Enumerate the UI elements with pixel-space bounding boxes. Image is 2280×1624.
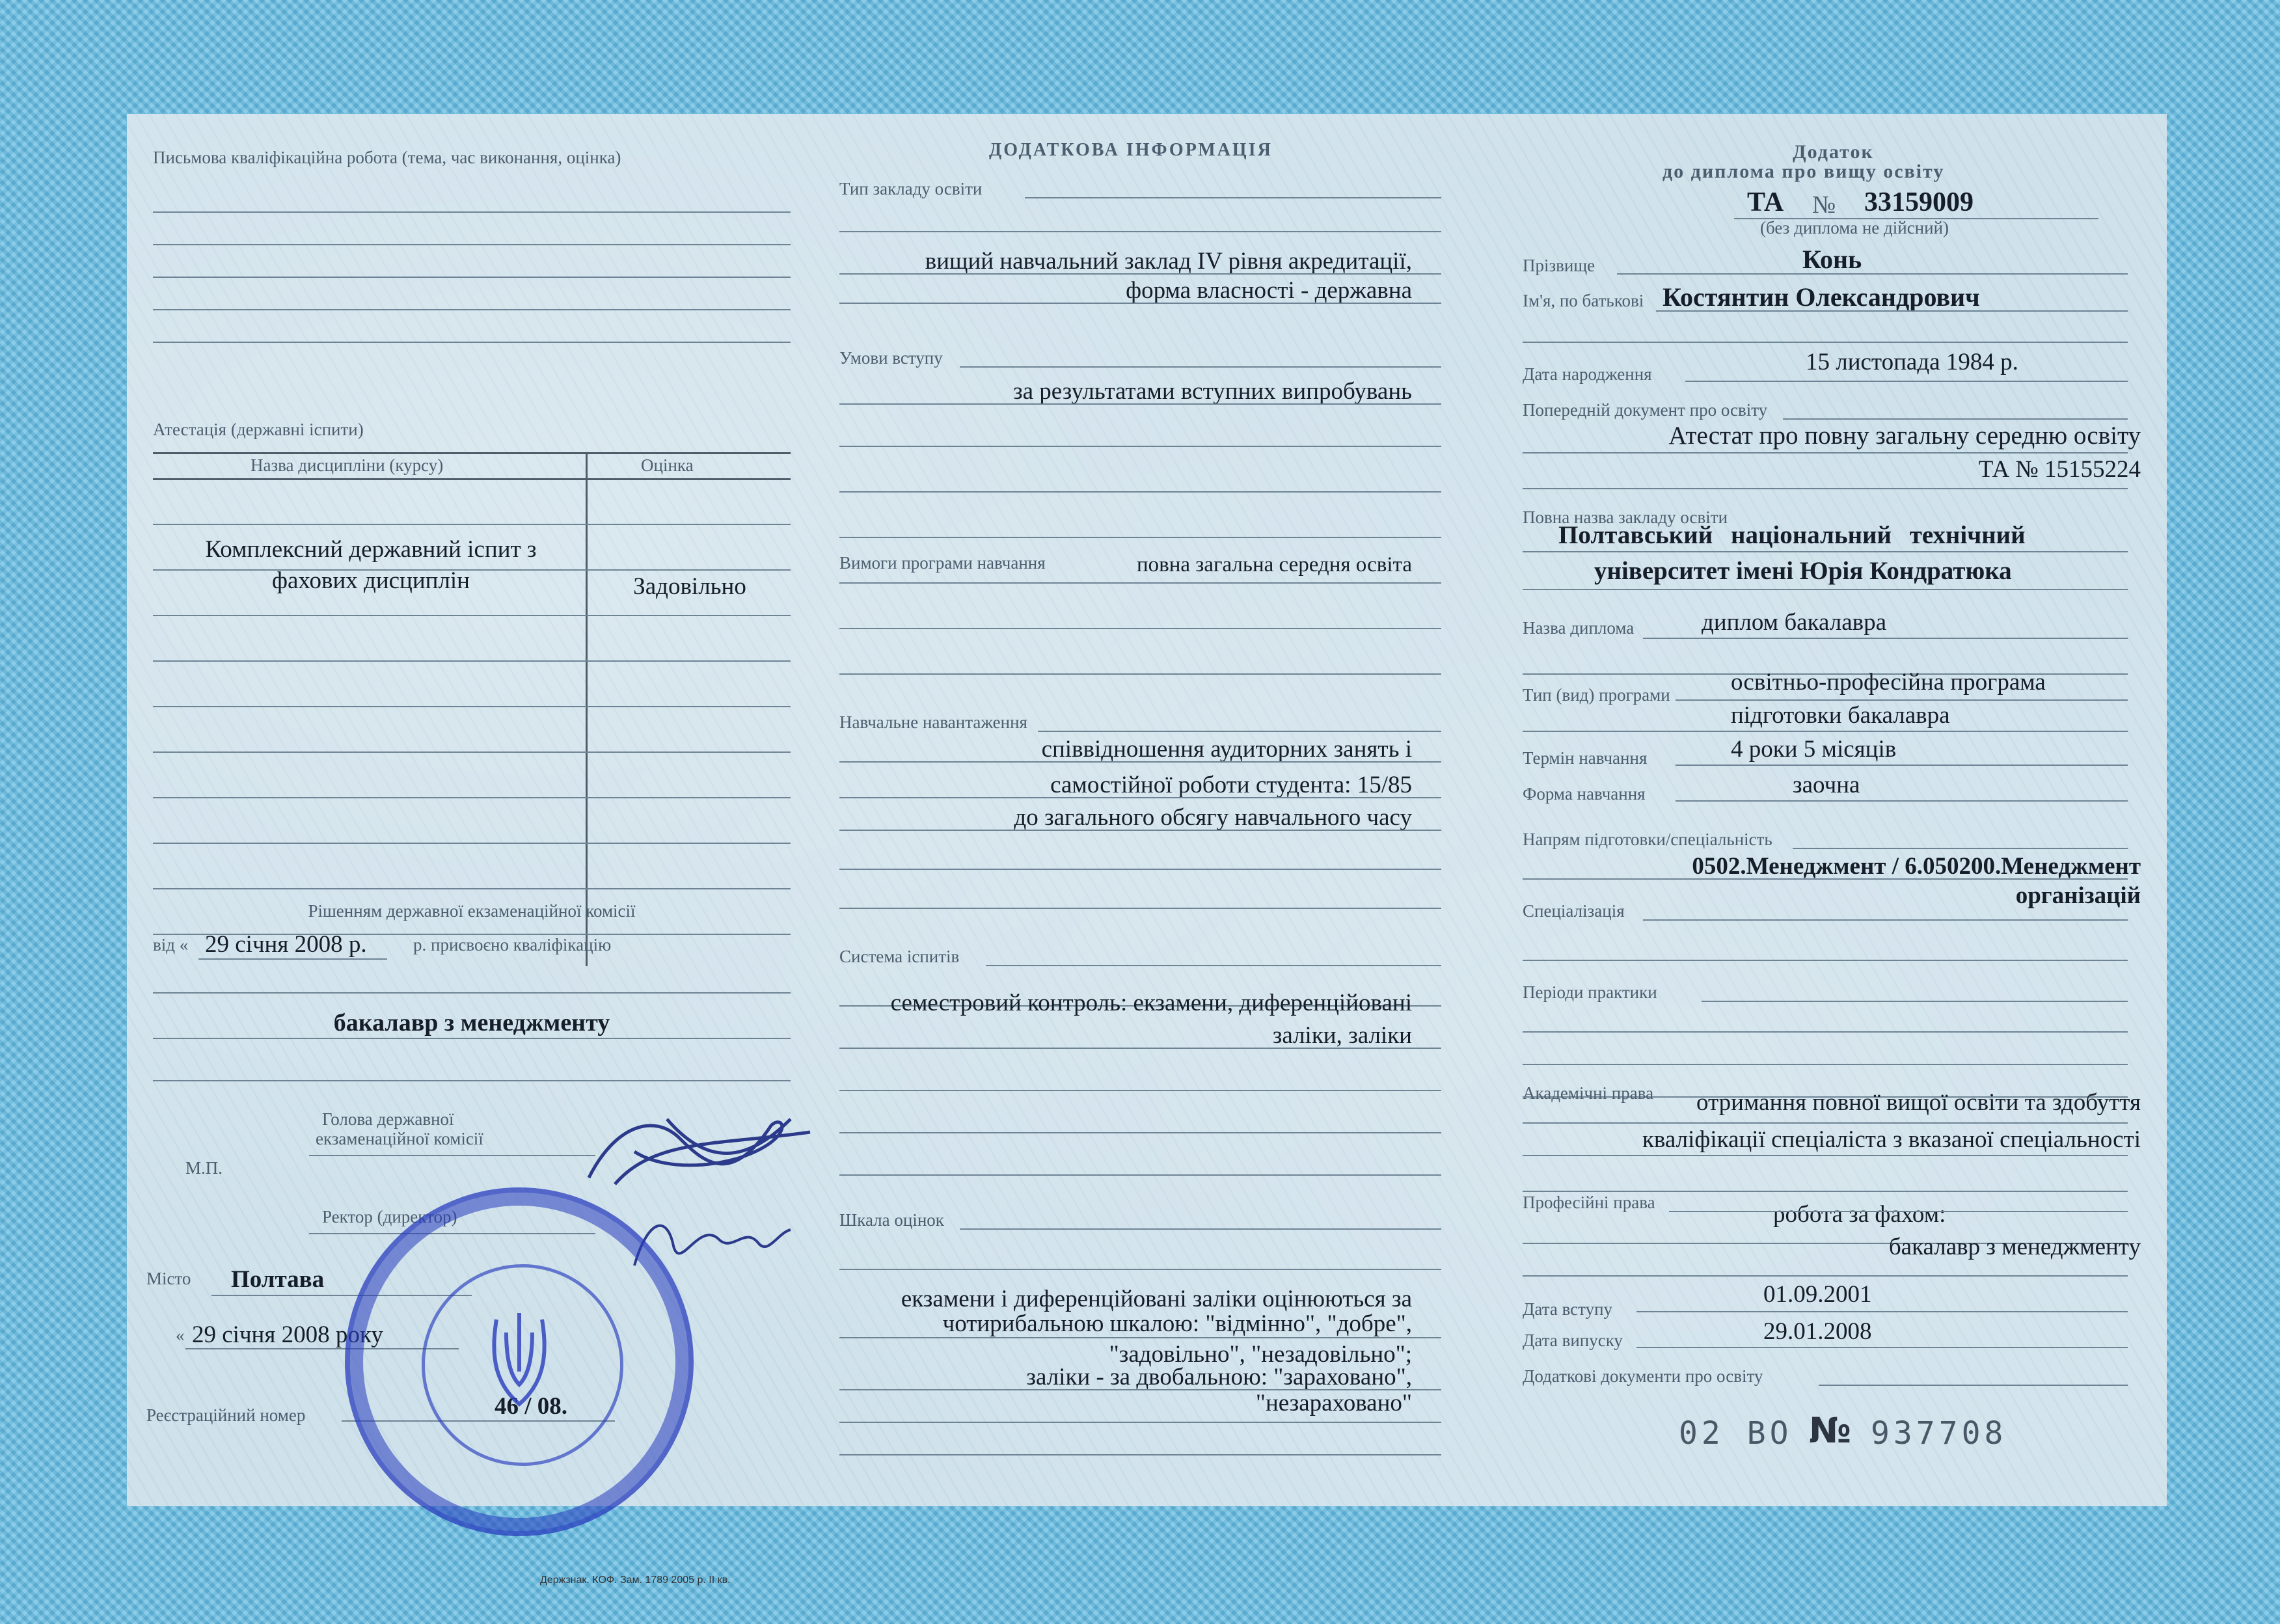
specialty-label: Напрям підготовки/спеціальність (1523, 830, 1772, 849)
thesis-label: Письмова кваліфікаційна робота (тема, час виконання, оцінка) (153, 148, 621, 167)
appendix-title: Додаток (1793, 141, 1874, 163)
academic-rights-line1: отримання повної вищої освіти та здобуття (1696, 1089, 2141, 1116)
inst-name-line2: університет імені Юрія Кондратюка (1594, 557, 2012, 585)
exam-system-line1: семестровий контроль: екзамени, диференційовані (890, 990, 1412, 1016)
specialty-line1: 0502.Менеджмент / 6.050200.Менеджмент (1692, 853, 2141, 880)
grad-date-label: Дата випуску (1523, 1331, 1623, 1350)
surname: Конь (1802, 245, 1862, 274)
from-label: від « (153, 935, 189, 954)
blank-number: 937708 (1871, 1415, 2007, 1452)
program-type-label: Тип (вид) програми (1523, 685, 1670, 705)
qualification: бакалавр з менеджменту (333, 1009, 610, 1036)
inst-type-label: Тип закладу освіти (839, 179, 983, 198)
commission-decision: Рішенням державної екзаменаційної комісії (308, 901, 636, 921)
blank-series: 02 ВО (1679, 1415, 1793, 1452)
reg-number: 46 / 08. (495, 1393, 568, 1420)
validity-note: (без диплома не дійсний) (1760, 218, 1949, 237)
duration-label: Термін навчання (1523, 748, 1648, 768)
blank-number-sign: № (1809, 1410, 1855, 1451)
prev-doc-label: Попередній документ про освіту (1523, 400, 1768, 420)
workload-label: Навчальне навантаження (839, 712, 1027, 732)
prof-rights-line2: бакалавр з менеджменту (1888, 1234, 2141, 1260)
prev-doc-line1: Атестат про повну загальну середню освіту (1668, 422, 2141, 450)
exam-name-line2: фахових дисциплін (271, 567, 470, 594)
appendix-series: ТА (1747, 187, 1784, 217)
exam-grade: Задовільно (633, 573, 746, 600)
program-type-line2: підготовки бакалавра (1731, 702, 1950, 729)
inst-name-label: Повна назва закладу освіти (1523, 508, 1728, 527)
prof-rights-line1: робота за фахом: (1773, 1201, 1946, 1228)
entry-date-label: Дата вступу (1523, 1299, 1613, 1319)
study-form-label: Форма навчання (1523, 784, 1646, 804)
workload-line1: співвідношення аудиторних занять і (1041, 736, 1412, 763)
commission-head-label2: екзаменаційної комісії (316, 1129, 483, 1148)
reg-number-label: Реєстраційний номер (146, 1405, 306, 1425)
document-sheet (127, 114, 2167, 1506)
academic-rights-line2: кваліфікації спеціаліста з вказаної спеціальності (1642, 1126, 2141, 1153)
specialty-line2: організацій (2015, 882, 2141, 909)
commission-head-signature (576, 1100, 823, 1204)
issue-date-prefix: « (176, 1325, 185, 1345)
diploma-name: диплом бакалавра (1702, 609, 1887, 636)
grading-line5: "незараховано" (1255, 1390, 1412, 1416)
city-label: Місто (146, 1269, 191, 1288)
attestation-label: Атестація (державні іспити) (153, 420, 364, 439)
prev-doc-line2: ТА № 15155224 (1978, 456, 2141, 483)
exam-system-line2: заліки, заліки (1272, 1022, 1412, 1049)
appendix-number: 33159009 (1864, 187, 1974, 217)
birth-date: 15 листопада 1984 р. (1806, 349, 2018, 375)
grading-line1: екзамени і диференційовані заліки оцінюються за (901, 1286, 1412, 1312)
printer-note: Держзнак. КОФ. Зам. 1789 2005 р. II кв. (540, 1575, 731, 1586)
grading-line3: "задовільно", "незадовільно"; (1109, 1341, 1412, 1368)
extra-docs-label: Додаткові документи про освіту (1523, 1366, 1763, 1386)
name-label: Ім'я, по батькові (1523, 291, 1644, 310)
commission-head-label1: Голова державної (322, 1109, 454, 1129)
exam-name-line1: Комплексний державний іспит з (205, 536, 537, 563)
university-seal (345, 1187, 694, 1536)
qualification-label: р. присвоєно кваліфікацію (413, 935, 612, 954)
grading-line2: чотирибальною шкалою: "відмінно", "добре", (942, 1310, 1412, 1337)
entry-date: 01.09.2001 (1763, 1281, 1872, 1308)
mp-label: М.П. (185, 1158, 223, 1178)
admission-value: за результатами вступних випробувань (1013, 378, 1412, 405)
academic-rights-label: Академічні права (1523, 1083, 1654, 1103)
decision-date: 29 січня 2008 р. (205, 931, 367, 958)
program-req-label: Вимоги програми навчання (839, 553, 1046, 573)
duration-value: 4 роки 5 місяців (1731, 736, 1897, 763)
prof-rights-label: Професійні права (1523, 1193, 1655, 1212)
inst-type-line1: вищий навчальний заклад IV рівня акредитації, (925, 248, 1412, 275)
inst-type-line2: форма власності - державна (1126, 277, 1412, 304)
birth-date-label: Дата народження (1523, 364, 1652, 384)
program-req-value: повна загальна середня освіта (1136, 553, 1412, 576)
rector-label: Ректор (директор) (322, 1207, 457, 1226)
name: Костянтин Олександрович (1663, 282, 1980, 312)
grading-label: Шкала оцінок (839, 1210, 944, 1230)
workload-line3: до загального обсягу навчального часу (1014, 804, 1412, 831)
study-form-value: заочна (1793, 772, 1860, 798)
city-value: Полтава (231, 1266, 325, 1293)
center-title: ДОДАТКОВА ІНФОРМАЦІЯ (989, 140, 1273, 160)
col-grade-header: Оцінка (641, 455, 694, 475)
col-discipline-header: Назва дисципліни (курсу) (251, 455, 444, 475)
grad-date: 29.01.2008 (1763, 1318, 1872, 1345)
workload-line2: самостійної роботи студента: 15/85 (1050, 772, 1412, 798)
specialization-label: Спеціалізація (1523, 901, 1625, 921)
program-type-line1: освітньо-професійна програма (1731, 669, 2046, 696)
appendix-subtitle: до диплома про вищу освіту (1663, 161, 1945, 182)
number-sign: № (1812, 191, 1836, 219)
surname-label: Прізвище (1523, 256, 1595, 275)
diploma-name-label: Назва диплома (1523, 618, 1635, 638)
issue-date: 29 січня 2008 року (192, 1321, 383, 1348)
admission-label: Умови вступу (839, 348, 943, 368)
exam-system-label: Система іспитів (839, 947, 960, 966)
grading-line4: заліки - за двобальною: "зараховано", (1026, 1364, 1412, 1390)
inst-name-line1: Полтавський національний технічний (1558, 521, 2026, 549)
practice-label: Періоди практики (1523, 982, 1657, 1002)
